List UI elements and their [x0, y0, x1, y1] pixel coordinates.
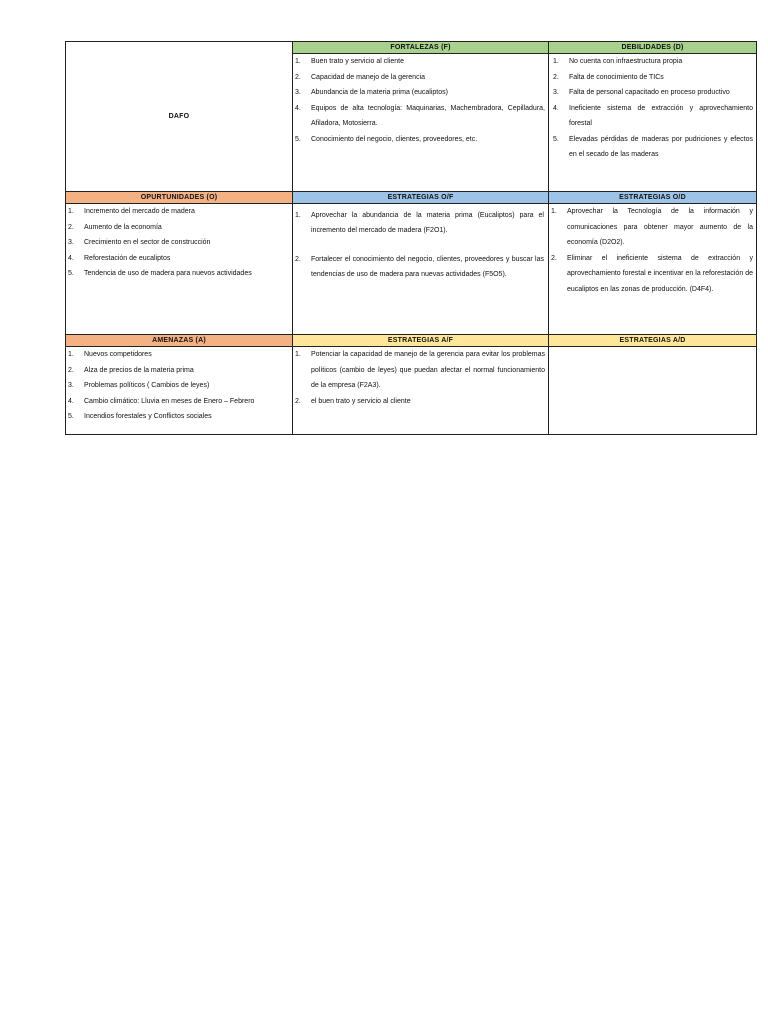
list-item-text: Equipos de alta tecnología: Maquinarias, Machembradora, Cepilladura, Afiladora, Motosierra.	[311, 104, 545, 127]
list-item-number: 1.	[551, 208, 557, 215]
list-item-text: Capacidad de manejo de la gerencia	[311, 73, 426, 81]
list-item-text: Incendios forestales y Conflictos sociales	[84, 413, 212, 420]
list-item-number: 1.	[68, 208, 74, 215]
oportunidades-cell	[66, 204, 293, 335]
estrategias-od-list	[549, 204, 756, 297]
list-item-text: Aprovechar la Tecnología de la información y comunicaciones para obtener mayor aumento de la economía (D2O2).	[567, 208, 753, 246]
debilidades-header: DEBILIDADES (D)	[549, 42, 757, 54]
list-item-text: Falta de conocimiento de TICs	[569, 73, 664, 81]
estrategias-af-list	[293, 347, 548, 409]
list-item-number: 1.	[295, 58, 301, 65]
estrategias-od-header: ESTRATEGIAS O/D	[549, 192, 757, 204]
estrategias-ad-header: ESTRATEGIAS A/D	[549, 335, 757, 347]
list-item-text: Falta de personal capacitado en proceso productivo	[569, 89, 730, 96]
list-item-number: 1.	[68, 351, 74, 358]
header-row-top	[66, 42, 757, 54]
list-item	[68, 235, 289, 251]
oportunidades-list	[66, 204, 292, 282]
list-item-number: 3.	[68, 382, 74, 389]
header-row-bot	[66, 335, 757, 347]
list-item-text: Ineficiente sistema de extracción y aprovechamiento forestal	[569, 104, 753, 127]
list-item	[295, 208, 544, 238]
amenazas-cell	[66, 347, 293, 435]
estrategias-af-cell	[293, 347, 549, 435]
list-item-text: Aumento de la economía	[84, 223, 162, 231]
estrategias-of-list	[293, 204, 548, 282]
list-item-number: 2.	[295, 397, 301, 405]
list-item	[68, 363, 289, 379]
list-item-text: Tendencia de uso de madera para nuevos actividades	[84, 270, 252, 277]
list-item-number: 5.	[68, 413, 74, 420]
list-item-number: 4.	[68, 397, 74, 405]
list-item	[295, 85, 545, 101]
estrategias-of-header: ESTRATEGIAS O/F	[293, 192, 549, 204]
amenazas-header: AMENAZAS (A)	[66, 335, 293, 347]
list-item-text: No cuenta con infraestructura propia	[569, 58, 683, 65]
list-item-number: 1.	[295, 351, 301, 358]
list-item-number: 4.	[553, 104, 559, 112]
list-item-text: Potenciar la capacidad de manejo de la gerencia para evitar los problemas políticos (cambio de leyes) que puedan afectar el normal funcionamiento de la empresa (F2A3).	[311, 351, 545, 389]
list-item-text: Crecimiento en el sector de construcción	[84, 239, 211, 246]
list-item-text: Fortalecer el conocimiento del negocio, clientes, proveedores y buscar las tendencias de uso de madera para nuevas actividades (F5O5).	[311, 256, 544, 278]
list-item-text: Aprovechar la abundancia de la materia prima (Eucaliptos) para el incremento del mercado de madera (F2O1).	[311, 212, 544, 234]
list-item-text: Incremento del mercado de madera	[84, 208, 195, 215]
list-item-text: Cambio climático: Lluvia en meses de Enero – Febrero	[84, 397, 255, 405]
list-item-number: 3.	[553, 89, 559, 96]
dafo-table	[65, 41, 757, 435]
list-item-number: 4.	[68, 254, 74, 262]
list-item	[553, 85, 753, 101]
debilidades-cell	[549, 54, 757, 192]
estrategias-of-cell	[293, 204, 549, 335]
list-item	[68, 220, 289, 236]
list-item-number: 2.	[551, 254, 557, 262]
fortalezas-cell	[293, 54, 549, 192]
list-item	[295, 70, 545, 86]
list-item	[68, 347, 289, 363]
list-item-number: 4.	[295, 104, 301, 112]
amenazas-list	[66, 347, 292, 425]
estrategias-af-header: ESTRATEGIAS A/F	[293, 335, 549, 347]
list-item-number: 1.	[295, 212, 301, 219]
list-item-text: Problemas políticos ( Cambios de leyes)	[84, 382, 210, 389]
list-item	[295, 252, 544, 282]
list-item	[295, 54, 545, 70]
list-item	[553, 54, 753, 70]
header-row-mid	[66, 192, 757, 204]
list-item-text: Reforestación de eucaliptos	[84, 254, 171, 262]
list-item	[68, 378, 289, 394]
list-item	[553, 132, 753, 163]
estrategias-od-cell	[549, 204, 757, 335]
list-item-text: Conocimiento del negocio, clientes, proveedores, etc.	[311, 135, 478, 143]
list-item-number: 1.	[553, 58, 559, 65]
fortalezas-list	[293, 54, 548, 147]
list-item	[551, 204, 753, 251]
list-item-text: Abundancia de la materia prima (eucaliptos)	[311, 89, 448, 96]
oportunidades-header: OPURTUNIDADES (O)	[66, 192, 293, 204]
list-item-text: Buen trato y servicio al cliente	[311, 58, 404, 65]
list-item-number: 2.	[68, 366, 74, 374]
list-item	[295, 394, 545, 410]
list-item	[553, 70, 753, 86]
list-item	[551, 251, 753, 298]
list-item-number: 2.	[295, 256, 301, 263]
list-item-number: 3.	[295, 89, 301, 96]
body-row-bot	[66, 347, 757, 435]
list-item	[68, 251, 289, 267]
dafo-title: DAFO	[66, 42, 293, 192]
list-item-number: 2.	[553, 73, 559, 81]
list-item-text: Nuevos competidores	[84, 351, 152, 358]
list-item	[68, 204, 289, 220]
body-row-mid	[66, 204, 757, 335]
list-item-text: Elevadas pérdidas de maderas por pudriciones y efectos en el secado de las maderas	[569, 135, 753, 158]
list-item	[295, 347, 545, 394]
list-item-number: 5.	[68, 270, 74, 277]
list-item	[295, 101, 545, 132]
list-item-text: Eliminar el ineficiente sistema de extracción y aprovechamiento forestal e incentivar en la reforestación de eucaliptos en las zonas de producción. (D4F4).	[567, 254, 753, 293]
fortalezas-header: FORTALEZAS (F)	[293, 42, 549, 54]
list-item-number: 2.	[68, 223, 74, 231]
list-item	[68, 394, 289, 410]
list-item-text: el buen trato y servicio al cliente	[311, 397, 411, 405]
list-item	[553, 101, 753, 132]
estrategias-ad-cell	[549, 347, 757, 435]
list-item	[68, 266, 289, 282]
debilidades-list	[549, 54, 756, 163]
list-item-number: 5.	[295, 135, 301, 143]
list-item-number: 5.	[553, 135, 559, 143]
list-item-number: 2.	[295, 73, 301, 81]
list-item	[68, 409, 289, 425]
list-item-number: 3.	[68, 239, 74, 246]
list-item	[295, 132, 545, 148]
list-item-text: Alza de precios de la materia prima	[84, 366, 194, 374]
